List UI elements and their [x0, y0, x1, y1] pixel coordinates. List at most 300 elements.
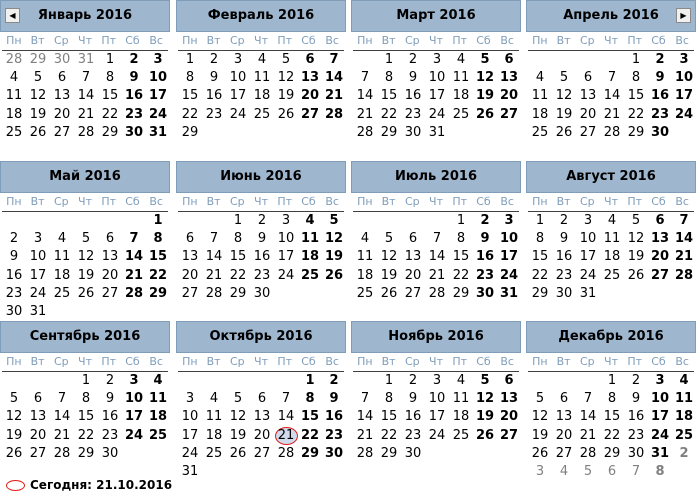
- day-cell[interactable]: 29: [300, 445, 320, 461]
- other-month-day[interactable]: 30: [53, 52, 71, 67]
- day-cell[interactable]: 16: [324, 409, 344, 425]
- day-cell[interactable]: 26: [29, 124, 47, 140]
- day-cell[interactable]: 8: [631, 70, 641, 86]
- day-cell[interactable]: 30: [124, 124, 144, 140]
- day-cell[interactable]: 15: [101, 88, 119, 104]
- day-cell[interactable]: 4: [153, 373, 163, 388]
- day-cell[interactable]: 9: [631, 391, 641, 407]
- day-cell[interactable]: 11: [148, 391, 168, 407]
- day-cell[interactable]: 22: [380, 106, 398, 122]
- day-cell[interactable]: 24: [428, 106, 446, 122]
- day-cell[interactable]: 19: [324, 249, 344, 265]
- day-cell[interactable]: 28: [53, 445, 71, 461]
- day-cell[interactable]: 20: [404, 267, 422, 283]
- day-cell[interactable]: 12: [324, 231, 344, 247]
- day-cell[interactable]: 10: [428, 391, 446, 407]
- day-cell[interactable]: 29: [101, 124, 119, 140]
- day-cell[interactable]: 11: [452, 391, 470, 407]
- day-cell[interactable]: 3: [504, 213, 514, 228]
- day-cell[interactable]: 20: [650, 249, 670, 265]
- day-cell[interactable]: 16: [555, 249, 573, 265]
- day-cell[interactable]: 28: [356, 445, 374, 461]
- day-cell[interactable]: 4: [257, 52, 267, 67]
- day-cell[interactable]: 30: [404, 445, 422, 461]
- day-cell[interactable]: 23: [555, 267, 573, 283]
- day-cell[interactable]: 5: [480, 52, 490, 67]
- day-cell[interactable]: 28: [579, 445, 597, 461]
- day-cell[interactable]: 25: [5, 124, 23, 140]
- day-cell[interactable]: 3: [583, 213, 593, 228]
- day-cell[interactable]: 1: [456, 213, 466, 228]
- day-cell[interactable]: 25: [452, 106, 470, 122]
- day-cell[interactable]: 12: [555, 88, 573, 104]
- other-month-day[interactable]: 6: [607, 463, 617, 479]
- day-cell[interactable]: 23: [253, 267, 271, 283]
- day-cell[interactable]: 21: [356, 106, 374, 122]
- day-cell[interactable]: 14: [277, 409, 295, 425]
- day-cell[interactable]: 30: [555, 285, 573, 301]
- other-month-day[interactable]: 31: [77, 52, 95, 67]
- day-cell[interactable]: 21: [428, 267, 446, 283]
- day-cell[interactable]: 10: [579, 231, 597, 247]
- day-cell[interactable]: 1: [105, 52, 115, 67]
- day-cell[interactable]: 18: [205, 427, 223, 443]
- day-cell[interactable]: 16: [404, 88, 422, 104]
- day-cell[interactable]: 27: [181, 285, 199, 301]
- day-cell[interactable]: 9: [655, 70, 665, 86]
- day-cell[interactable]: 7: [583, 391, 593, 407]
- day-cell[interactable]: 27: [253, 445, 271, 461]
- day-cell[interactable]: 13: [499, 391, 519, 407]
- day-cell[interactable]: 21: [356, 427, 374, 443]
- day-cell[interactable]: 7: [360, 391, 370, 407]
- other-month-day[interactable]: 2: [679, 445, 689, 461]
- day-cell[interactable]: 22: [229, 267, 247, 283]
- day-cell[interactable]: 20: [101, 267, 119, 283]
- today-day-cell[interactable]: 21: [274, 427, 298, 445]
- day-cell[interactable]: 13: [499, 70, 519, 86]
- day-cell[interactable]: 2: [631, 373, 641, 388]
- day-cell[interactable]: 13: [555, 409, 573, 425]
- day-cell[interactable]: 24: [124, 427, 144, 443]
- day-cell[interactable]: 7: [281, 391, 291, 407]
- day-cell[interactable]: 24: [650, 427, 670, 443]
- day-cell[interactable]: 6: [559, 391, 569, 407]
- day-cell[interactable]: 21: [324, 88, 344, 104]
- day-cell[interactable]: 31: [499, 285, 519, 301]
- day-cell[interactable]: 4: [57, 231, 67, 247]
- day-cell[interactable]: 23: [404, 427, 422, 443]
- day-cell[interactable]: 10: [29, 249, 47, 265]
- day-cell[interactable]: 14: [674, 231, 694, 247]
- day-cell[interactable]: 3: [153, 52, 163, 67]
- day-cell[interactable]: 30: [650, 124, 670, 140]
- day-cell[interactable]: 17: [229, 88, 247, 104]
- day-cell[interactable]: 16: [101, 409, 119, 425]
- day-cell[interactable]: 16: [253, 249, 271, 265]
- day-cell[interactable]: 10: [124, 391, 144, 407]
- day-cell[interactable]: 29: [380, 124, 398, 140]
- day-cell[interactable]: 24: [579, 267, 597, 283]
- day-cell[interactable]: 23: [205, 106, 223, 122]
- day-cell[interactable]: 22: [380, 427, 398, 443]
- day-cell[interactable]: 9: [408, 391, 418, 407]
- day-cell[interactable]: 3: [233, 52, 243, 67]
- day-cell[interactable]: 6: [504, 373, 514, 388]
- day-cell[interactable]: 3: [679, 52, 689, 67]
- day-cell[interactable]: 26: [277, 106, 295, 122]
- day-cell[interactable]: 10: [499, 231, 519, 247]
- day-cell[interactable]: 20: [29, 427, 47, 443]
- day-cell[interactable]: 18: [356, 267, 374, 283]
- day-cell[interactable]: 25: [356, 285, 374, 301]
- day-cell[interactable]: 30: [5, 303, 23, 319]
- day-cell[interactable]: 30: [101, 445, 119, 461]
- day-cell[interactable]: 23: [627, 427, 645, 443]
- day-cell[interactable]: 17: [277, 249, 295, 265]
- day-cell[interactable]: 25: [148, 427, 168, 443]
- day-cell[interactable]: 12: [5, 409, 23, 425]
- day-cell[interactable]: 1: [233, 213, 243, 228]
- day-cell[interactable]: 27: [29, 445, 47, 461]
- day-cell[interactable]: 21: [53, 427, 71, 443]
- day-cell[interactable]: 27: [53, 124, 71, 140]
- day-cell[interactable]: 9: [257, 231, 267, 247]
- day-cell[interactable]: 13: [404, 249, 422, 265]
- day-cell[interactable]: 2: [480, 213, 490, 228]
- day-cell[interactable]: 4: [535, 70, 545, 86]
- day-cell[interactable]: 27: [579, 124, 597, 140]
- day-cell[interactable]: 21: [77, 106, 95, 122]
- day-cell[interactable]: 6: [185, 231, 195, 247]
- day-cell[interactable]: 21: [205, 267, 223, 283]
- day-cell[interactable]: 23: [324, 427, 344, 443]
- day-cell[interactable]: 18: [5, 106, 23, 122]
- day-cell[interactable]: 25: [674, 427, 694, 443]
- day-cell[interactable]: 26: [531, 445, 549, 461]
- day-cell[interactable]: 19: [475, 409, 495, 425]
- day-cell[interactable]: 17: [428, 409, 446, 425]
- day-cell[interactable]: 8: [105, 70, 115, 86]
- day-cell[interactable]: 13: [253, 409, 271, 425]
- next-month-button[interactable]: ▶: [676, 8, 691, 23]
- other-month-day[interactable]: 5: [583, 463, 593, 479]
- day-cell[interactable]: 8: [153, 231, 163, 247]
- day-cell[interactable]: 20: [499, 88, 519, 104]
- day-cell[interactable]: 16: [650, 88, 670, 104]
- day-cell[interactable]: 19: [531, 427, 549, 443]
- day-cell[interactable]: 7: [329, 52, 339, 67]
- day-cell[interactable]: 15: [531, 249, 549, 265]
- day-cell[interactable]: 11: [674, 391, 694, 407]
- day-cell[interactable]: 10: [229, 70, 247, 86]
- day-cell[interactable]: 11: [5, 88, 23, 104]
- other-month-day[interactable]: 29: [29, 52, 47, 67]
- day-cell[interactable]: 8: [607, 391, 617, 407]
- day-cell[interactable]: 11: [253, 70, 271, 86]
- day-cell[interactable]: 25: [205, 445, 223, 461]
- day-cell[interactable]: 23: [5, 285, 23, 301]
- day-cell[interactable]: 27: [499, 427, 519, 443]
- day-cell[interactable]: 25: [53, 285, 71, 301]
- day-cell[interactable]: 3: [33, 231, 43, 247]
- day-cell[interactable]: 28: [124, 285, 144, 301]
- day-cell[interactable]: 12: [531, 409, 549, 425]
- day-cell[interactable]: 25: [603, 267, 621, 283]
- day-cell[interactable]: 18: [253, 88, 271, 104]
- day-cell[interactable]: 19: [229, 427, 247, 443]
- day-cell[interactable]: 3: [432, 373, 442, 388]
- day-cell[interactable]: 1: [81, 373, 91, 388]
- day-cell[interactable]: 2: [209, 52, 219, 67]
- day-cell[interactable]: 6: [504, 52, 514, 67]
- day-cell[interactable]: 24: [229, 106, 247, 122]
- day-cell[interactable]: 7: [432, 231, 442, 247]
- day-cell[interactable]: 28: [277, 445, 295, 461]
- day-cell[interactable]: 13: [650, 231, 670, 247]
- day-cell[interactable]: 6: [105, 231, 115, 247]
- day-cell[interactable]: 28: [356, 124, 374, 140]
- day-cell[interactable]: 17: [124, 409, 144, 425]
- day-cell[interactable]: 30: [404, 124, 422, 140]
- day-cell[interactable]: 5: [33, 70, 43, 86]
- day-cell[interactable]: 25: [531, 124, 549, 140]
- day-cell[interactable]: 5: [559, 70, 569, 86]
- day-cell[interactable]: 19: [555, 106, 573, 122]
- day-cell[interactable]: 7: [679, 213, 689, 228]
- day-cell[interactable]: 18: [452, 409, 470, 425]
- day-cell[interactable]: 9: [329, 391, 339, 407]
- day-cell[interactable]: 7: [607, 70, 617, 86]
- day-cell[interactable]: 29: [148, 285, 168, 301]
- day-cell[interactable]: 21: [603, 106, 621, 122]
- day-cell[interactable]: 13: [29, 409, 47, 425]
- day-cell[interactable]: 2: [559, 213, 569, 228]
- day-cell[interactable]: 12: [229, 409, 247, 425]
- day-cell[interactable]: 9: [9, 249, 19, 265]
- day-cell[interactable]: 4: [360, 231, 370, 247]
- day-cell[interactable]: 15: [229, 249, 247, 265]
- day-cell[interactable]: 19: [277, 88, 295, 104]
- day-cell[interactable]: 26: [475, 427, 495, 443]
- day-cell[interactable]: 13: [300, 70, 320, 86]
- day-cell[interactable]: 17: [579, 249, 597, 265]
- day-cell[interactable]: 16: [404, 409, 422, 425]
- day-cell[interactable]: 10: [148, 70, 168, 86]
- day-cell[interactable]: 13: [181, 249, 199, 265]
- day-cell[interactable]: 18: [674, 409, 694, 425]
- other-month-day[interactable]: 28: [5, 52, 23, 67]
- day-cell[interactable]: 31: [29, 303, 47, 319]
- day-cell[interactable]: 29: [181, 124, 199, 140]
- today-link[interactable]: [6, 478, 172, 492]
- day-cell[interactable]: 28: [205, 285, 223, 301]
- day-cell[interactable]: 8: [233, 231, 243, 247]
- day-cell[interactable]: 21: [124, 267, 144, 283]
- day-cell[interactable]: 27: [555, 445, 573, 461]
- day-cell[interactable]: 5: [631, 213, 641, 228]
- day-cell[interactable]: 23: [475, 267, 495, 283]
- day-cell[interactable]: 12: [77, 249, 95, 265]
- day-cell[interactable]: 16: [205, 88, 223, 104]
- day-cell[interactable]: 11: [53, 249, 71, 265]
- day-cell[interactable]: 1: [631, 52, 641, 67]
- day-cell[interactable]: 12: [627, 231, 645, 247]
- day-cell[interactable]: 14: [579, 409, 597, 425]
- day-cell[interactable]: 13: [53, 88, 71, 104]
- day-cell[interactable]: 21: [579, 427, 597, 443]
- day-cell[interactable]: 23: [101, 427, 119, 443]
- day-cell[interactable]: 27: [404, 285, 422, 301]
- day-cell[interactable]: 12: [29, 88, 47, 104]
- day-cell[interactable]: 22: [148, 267, 168, 283]
- day-cell[interactable]: 24: [148, 106, 168, 122]
- day-cell[interactable]: 15: [148, 249, 168, 265]
- day-cell[interactable]: 12: [277, 70, 295, 86]
- day-cell[interactable]: 14: [356, 409, 374, 425]
- day-cell[interactable]: 5: [329, 213, 339, 228]
- day-cell[interactable]: 16: [124, 88, 144, 104]
- day-cell[interactable]: 14: [124, 249, 144, 265]
- day-cell[interactable]: 29: [627, 124, 645, 140]
- day-cell[interactable]: 4: [305, 213, 315, 228]
- day-cell[interactable]: 5: [480, 373, 490, 388]
- day-cell[interactable]: 20: [181, 267, 199, 283]
- day-cell[interactable]: 5: [233, 391, 243, 407]
- day-cell[interactable]: 27: [499, 106, 519, 122]
- day-cell[interactable]: 6: [33, 391, 43, 407]
- day-cell[interactable]: 17: [650, 409, 670, 425]
- day-cell[interactable]: 13: [579, 88, 597, 104]
- day-cell[interactable]: 31: [148, 124, 168, 140]
- day-cell[interactable]: 12: [475, 391, 495, 407]
- day-cell[interactable]: 13: [101, 249, 119, 265]
- day-cell[interactable]: 27: [300, 106, 320, 122]
- day-cell[interactable]: 26: [475, 106, 495, 122]
- day-cell[interactable]: 28: [324, 106, 344, 122]
- day-cell[interactable]: 22: [181, 106, 199, 122]
- day-cell[interactable]: 8: [384, 391, 394, 407]
- day-cell[interactable]: 19: [5, 427, 23, 443]
- day-cell[interactable]: 10: [428, 70, 446, 86]
- day-cell[interactable]: 21: [674, 249, 694, 265]
- day-cell[interactable]: 26: [380, 285, 398, 301]
- day-cell[interactable]: 4: [607, 213, 617, 228]
- day-cell[interactable]: 29: [452, 285, 470, 301]
- day-cell[interactable]: 20: [300, 88, 320, 104]
- other-month-day[interactable]: 3: [535, 463, 545, 479]
- day-cell[interactable]: 5: [384, 231, 394, 247]
- day-cell[interactable]: 26: [627, 267, 645, 283]
- day-cell[interactable]: 30: [253, 285, 271, 301]
- day-cell[interactable]: 6: [257, 391, 267, 407]
- day-cell[interactable]: 15: [380, 88, 398, 104]
- day-cell[interactable]: 11: [300, 231, 320, 247]
- day-cell[interactable]: 5: [81, 231, 91, 247]
- day-cell[interactable]: 22: [603, 427, 621, 443]
- day-cell[interactable]: 11: [603, 231, 621, 247]
- day-cell[interactable]: 23: [124, 106, 144, 122]
- day-cell[interactable]: 16: [627, 409, 645, 425]
- day-cell[interactable]: 9: [408, 70, 418, 86]
- day-cell[interactable]: 26: [5, 445, 23, 461]
- day-cell[interactable]: 17: [181, 427, 199, 443]
- day-cell[interactable]: 10: [277, 231, 295, 247]
- day-cell[interactable]: 18: [300, 249, 320, 265]
- day-cell[interactable]: 19: [475, 88, 495, 104]
- day-cell[interactable]: 26: [555, 124, 573, 140]
- day-cell[interactable]: 8: [81, 391, 91, 407]
- day-cell[interactable]: 14: [77, 88, 95, 104]
- day-cell[interactable]: 31: [428, 124, 446, 140]
- day-cell[interactable]: 11: [356, 249, 374, 265]
- day-cell[interactable]: 31: [579, 285, 597, 301]
- day-cell[interactable]: 15: [603, 409, 621, 425]
- day-cell[interactable]: 24: [428, 427, 446, 443]
- day-cell[interactable]: 28: [77, 124, 95, 140]
- day-cell[interactable]: 22: [531, 267, 549, 283]
- day-cell[interactable]: 28: [603, 124, 621, 140]
- day-cell[interactable]: 22: [77, 427, 95, 443]
- day-cell[interactable]: 3: [185, 391, 195, 407]
- day-cell[interactable]: 23: [650, 106, 670, 122]
- day-cell[interactable]: 15: [77, 409, 95, 425]
- day-cell[interactable]: 2: [257, 213, 267, 228]
- day-cell[interactable]: 15: [181, 88, 199, 104]
- day-cell[interactable]: 12: [380, 249, 398, 265]
- day-cell[interactable]: 10: [650, 391, 670, 407]
- day-cell[interactable]: 16: [5, 267, 23, 283]
- day-cell[interactable]: 18: [148, 409, 168, 425]
- day-cell[interactable]: 15: [452, 249, 470, 265]
- day-cell[interactable]: 16: [475, 249, 495, 265]
- day-cell[interactable]: 2: [129, 52, 139, 67]
- day-cell[interactable]: 28: [428, 285, 446, 301]
- other-month-day[interactable]: 8: [655, 463, 665, 479]
- day-cell[interactable]: 29: [603, 445, 621, 461]
- day-cell[interactable]: 12: [475, 70, 495, 86]
- day-cell[interactable]: 11: [205, 409, 223, 425]
- day-cell[interactable]: 3: [129, 373, 139, 388]
- day-cell[interactable]: 7: [57, 391, 67, 407]
- day-cell[interactable]: 18: [53, 267, 71, 283]
- day-cell[interactable]: 29: [77, 445, 95, 461]
- day-cell[interactable]: 20: [499, 409, 519, 425]
- day-cell[interactable]: 22: [452, 267, 470, 283]
- day-cell[interactable]: 24: [181, 445, 199, 461]
- day-cell[interactable]: 15: [627, 88, 645, 104]
- day-cell[interactable]: 2: [408, 373, 418, 388]
- day-cell[interactable]: 11: [452, 70, 470, 86]
- day-cell[interactable]: 15: [300, 409, 320, 425]
- day-cell[interactable]: 25: [253, 106, 271, 122]
- day-cell[interactable]: 10: [181, 409, 199, 425]
- day-cell[interactable]: 5: [281, 52, 291, 67]
- day-cell[interactable]: 17: [499, 249, 519, 265]
- day-cell[interactable]: 8: [185, 70, 195, 86]
- day-cell[interactable]: 18: [603, 249, 621, 265]
- day-cell[interactable]: 26: [229, 445, 247, 461]
- day-cell[interactable]: 31: [181, 463, 199, 479]
- day-cell[interactable]: 6: [655, 213, 665, 228]
- prev-month-button[interactable]: ◀: [5, 8, 20, 23]
- day-cell[interactable]: 24: [674, 106, 694, 122]
- day-cell[interactable]: 5: [9, 391, 19, 407]
- day-cell[interactable]: 24: [277, 267, 295, 283]
- day-cell[interactable]: 6: [57, 70, 67, 86]
- day-cell[interactable]: 14: [603, 88, 621, 104]
- day-cell[interactable]: 24: [499, 267, 519, 283]
